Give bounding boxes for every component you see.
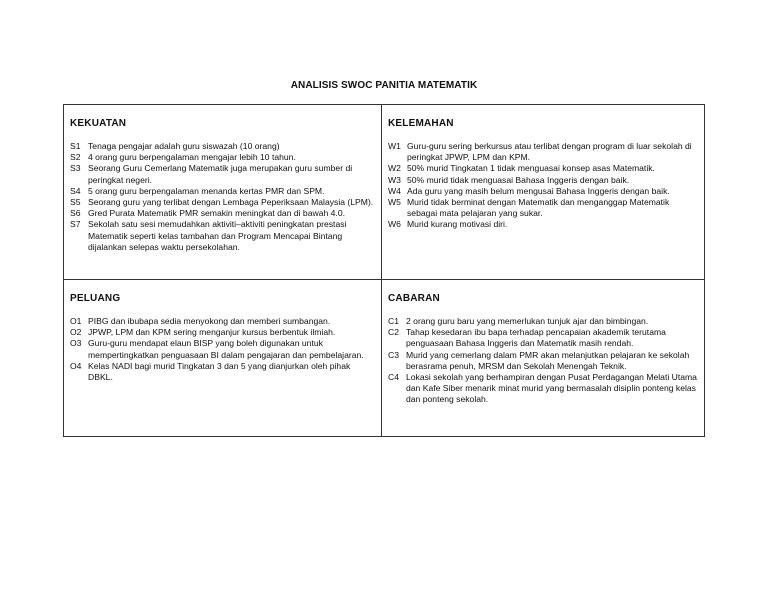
item-text: Gred Purata Matematik PMR semakin meningkat dan di bawah 4.0. [88, 208, 345, 219]
list-item [388, 141, 698, 163]
item-code: S3 [70, 163, 81, 174]
item-text: Murid yang cemerlang dalam PMR akan melanjutkan pelajaran ke sekolah berasrama penuh, MRSM dan Sekolah Menengah Teknik. [406, 349, 690, 371]
item-text: 4 orang guru berpengalaman mengajar lebih 10 tahun. [88, 152, 296, 163]
list-item [70, 316, 375, 327]
item-code: S7 [70, 219, 81, 230]
kelemahan-heading: KELEMAHAN [388, 118, 454, 129]
item-text: Sekolah satu sesi memudahkan aktiviti–aktiviti peningkatan prestasi Matematik seperti kelas tambahan dan Program Mencapai Bintang dijalankan selepas waktu persekolahan. [88, 219, 347, 252]
cabaran-list [388, 316, 698, 406]
list-item [70, 327, 375, 338]
list-item [70, 186, 375, 197]
item-text: Guru-guru mendapat elaun BISP yang boleh digunakan untuk mempertingkatkan penguasaan BI dalam pengajaran dan pembelajaran. [88, 338, 364, 360]
item-code: C2 [388, 327, 399, 338]
item-text: Tenaga pengajar adalah guru siswazah (10 orang) [88, 141, 280, 151]
item-code: W5 [388, 197, 401, 208]
item-code: S1 [70, 141, 81, 151]
item-text: Seorang guru yang terlibat dengan Lembaga Peperiksaan Malaysia (LPM). [88, 197, 374, 208]
list-item [70, 338, 375, 360]
kelemahan-list [388, 141, 698, 231]
list-item [70, 219, 375, 253]
item-code: S2 [70, 152, 81, 163]
item-code: C1 [388, 316, 399, 326]
item-code: O3 [70, 338, 82, 349]
item-text: 2 orang guru baru yang memerlukan tunjuk ajar dan bimbingan. [406, 316, 649, 326]
list-item [388, 197, 698, 219]
item-text: Murid tidak berminat dengan Matematik dan menganggap Matematik sebagai mata pelajaran yang sukar. [407, 197, 670, 219]
item-code: W1 [388, 141, 401, 151]
page-title: ANALISIS SWOC PANITIA MATEMATIK [290, 80, 478, 91]
item-text: Guru-guru sering berkursus atau terlibat dengan program di luar sekolah di peringkat JPWP, LPM dan KPM. [407, 141, 692, 163]
list-item [70, 208, 375, 219]
item-text: Seorang Guru Cemerlang Matematik juga merupakan guru sumber di peringkat negeri. [88, 163, 353, 185]
item-code: C4 [388, 372, 399, 383]
item-text: Murid kurang motivasi diri. [407, 219, 508, 230]
item-code: W3 [388, 174, 401, 185]
item-code: S6 [70, 208, 81, 219]
peluang-heading: PELUANG [70, 293, 121, 304]
list-item [70, 197, 375, 208]
list-item [70, 361, 375, 383]
list-item [388, 175, 698, 186]
list-item [388, 316, 698, 327]
list-item [70, 141, 375, 152]
item-code: W4 [388, 185, 401, 196]
item-text: JPWP, LPM dan KPM sering menganjur kursus berbentuk ilmiah. [88, 327, 336, 338]
item-text: Lokasi sekolah yang berhampiran dengan Pusat Perdagangan Melati Utama dan Kafe Siber menarik minat murid yang bermasalah disiplin ponteng kelas dan ponteng sekolah. [406, 372, 697, 405]
list-item [388, 350, 698, 372]
cabaran-heading: CABARAN [388, 293, 440, 304]
item-text: 5 orang guru berpengalaman menanda kertas PMR dan SPM. [88, 185, 325, 196]
list-item [388, 372, 698, 406]
item-code: S5 [70, 197, 81, 208]
item-code: O1 [70, 316, 82, 326]
list-item [70, 163, 375, 185]
item-code: S4 [70, 185, 81, 196]
item-text: Ada guru yang masih belum mengusai Bahasa Inggeris dengan baik. [407, 185, 670, 196]
kelemahan-cell [382, 105, 704, 280]
cabaran-cell [382, 280, 704, 436]
kekuatan-cell [64, 105, 382, 280]
list-item [388, 163, 698, 174]
peluang-cell [64, 280, 382, 436]
swoc-table [63, 104, 705, 437]
list-item [388, 186, 698, 197]
kekuatan-heading: KEKUATAN [70, 118, 127, 129]
item-text: 50% murid tidak menguasai Bahasa Inggeris dengan baik. [407, 174, 630, 185]
list-item [388, 219, 698, 230]
item-code: O2 [70, 327, 82, 338]
peluang-list [70, 316, 375, 383]
item-text: Tahap kesedaran ibu bapa terhadap pencapaian akademik terutama penguasaan Bahasa Inggeris dan Matematik masih rendah. [406, 327, 666, 349]
item-code: C3 [388, 349, 399, 360]
item-code: W2 [388, 163, 401, 174]
list-item [388, 327, 698, 349]
item-text: Kelas NADI bagi murid Tingkatan 3 dan 5 yang dianjurkan oleh pihak DBKL. [88, 360, 351, 383]
list-item [70, 152, 375, 163]
item-code: O4 [70, 360, 82, 371]
item-code: W6 [388, 219, 401, 230]
item-text: PIBG dan ibubapa sedia menyokong dan memberi sumbangan. [88, 316, 331, 326]
kekuatan-list [70, 141, 375, 253]
item-text: 50% murid Tingkatan 1 tidak menguasai konsep asas Matematik. [407, 163, 655, 174]
